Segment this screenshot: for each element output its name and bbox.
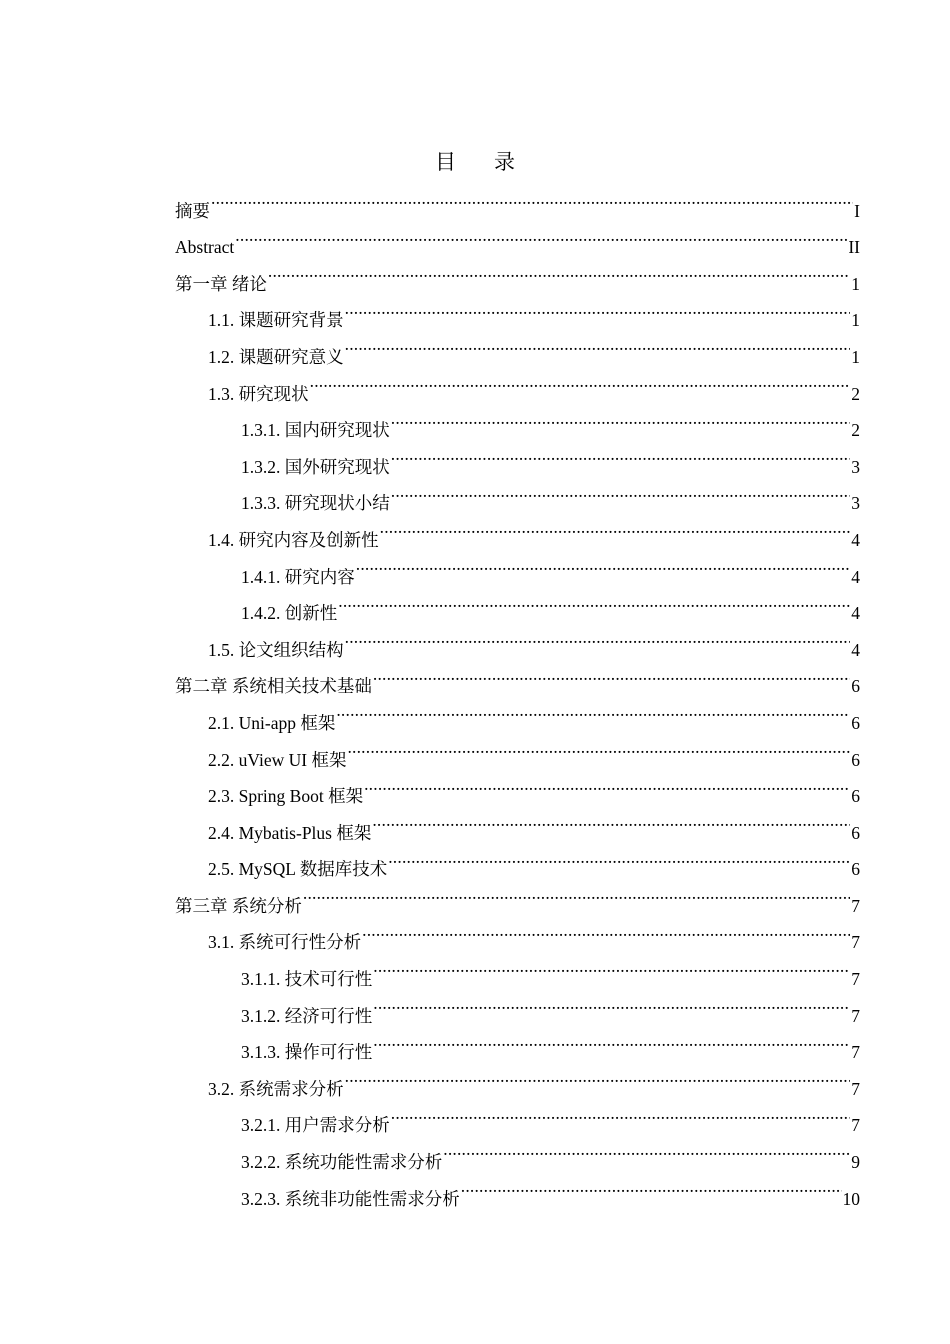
toc-entry-page-number: 6 — [851, 749, 860, 770]
toc-entry-page-number: 4 — [851, 603, 860, 624]
toc-entry-label: 第一章 绪论 — [175, 273, 267, 294]
toc-entry-page-number: 7 — [851, 1115, 860, 1136]
toc-entry-label: 1.3. 研究现状 — [208, 383, 309, 404]
toc-entry-page-number: 7 — [851, 1078, 860, 1099]
toc-entry-label: 第三章 系统分析 — [175, 895, 302, 916]
toc-dot-leader — [235, 217, 847, 254]
toc-entry[interactable] — [175, 217, 860, 258]
toc-entry-label: 1.3.3. 研究现状小结 — [241, 493, 390, 514]
toc-dot-leader — [391, 473, 851, 510]
toc-entry-page-number: 4 — [851, 566, 860, 587]
toc-entry-label: 3.1.3. 操作可行性 — [241, 1042, 373, 1063]
toc-dot-leader — [345, 619, 851, 656]
toc-dot-leader — [373, 1022, 850, 1059]
toc-entry-label: 2.4. Mybatis-Plus 框架 — [208, 822, 372, 843]
toc-dot-leader — [345, 290, 851, 327]
toc-dot-leader — [362, 912, 850, 949]
toc-entry-page-number: 1 — [851, 346, 860, 367]
toc-entry-label: 1.5. 论文组织结构 — [208, 639, 344, 660]
toc-entry-label: 3.1.2. 经济可行性 — [241, 1005, 373, 1026]
toc-entry-label: 2.1. Uni-app 框架 — [208, 712, 336, 733]
toc-dot-leader — [380, 509, 851, 546]
toc-entry-label: 1.4.2. 创新性 — [241, 603, 338, 624]
toc-dot-leader — [347, 729, 850, 766]
toc-dot-leader — [391, 436, 851, 473]
toc-entry-page-number: 10 — [842, 1188, 860, 1209]
toc-dot-leader — [268, 253, 850, 290]
toc-entry-label: 摘要 — [175, 200, 210, 221]
toc-title-right: 录 — [494, 150, 515, 174]
toc-list — [175, 180, 860, 1209]
toc-dot-leader — [388, 839, 850, 876]
toc-title — [0, 148, 950, 176]
toc-entry-page-number: 2 — [851, 420, 860, 441]
toc-entry-page-number: 6 — [851, 786, 860, 807]
toc-dot-leader — [373, 656, 850, 693]
toc-dot-leader — [345, 326, 851, 363]
toc-dot-leader — [364, 766, 850, 803]
toc-entry-label: 1.3.2. 国外研究现状 — [241, 456, 390, 477]
toc-entry-page-number: 6 — [851, 822, 860, 843]
toc-entry-page-number: II — [848, 237, 860, 258]
toc-entry-label: 3.2.2. 系统功能性需求分析 — [241, 1152, 443, 1173]
toc-entry-page-number: 2 — [851, 383, 860, 404]
toc-entry-label: 3.2.3. 系统非功能性需求分析 — [241, 1188, 460, 1209]
toc-entry[interactable] — [175, 253, 860, 294]
toc-entry-page-number: 7 — [851, 1042, 860, 1063]
toc-entry-label: 2.3. Spring Boot 框架 — [208, 786, 364, 807]
toc-entry-label: 3.2. 系统需求分析 — [208, 1078, 344, 1099]
toc-title-left: 目 — [435, 150, 456, 174]
toc-entry[interactable] — [175, 180, 860, 221]
toc-entry-page-number: 1 — [851, 273, 860, 294]
toc-dot-leader — [373, 985, 850, 1022]
toc-entry-label: 1.3.1. 国内研究现状 — [241, 420, 390, 441]
toc-entry-label: 第二章 系统相关技术基础 — [175, 676, 372, 697]
toc-dot-leader — [303, 875, 850, 912]
toc-dot-leader — [338, 583, 850, 620]
toc-entry-page-number: 3 — [851, 456, 860, 477]
toc-entry[interactable] — [175, 290, 860, 331]
toc-entry-label: 2.5. MySQL 数据库技术 — [208, 859, 388, 880]
toc-dot-leader — [391, 400, 851, 437]
toc-entry-page-number: 7 — [851, 969, 860, 990]
toc-entry-label: 2.2. uView UI 框架 — [208, 749, 347, 770]
toc-entry-page-number: 6 — [851, 676, 860, 697]
toc-entry-page-number: 7 — [851, 932, 860, 953]
toc-entry-page-number: I — [854, 200, 860, 221]
toc-entry-page-number: 4 — [851, 639, 860, 660]
toc-entry-label: 1.4. 研究内容及创新性 — [208, 529, 379, 550]
toc-dot-leader — [356, 546, 851, 583]
toc-entry-page-number: 1 — [851, 310, 860, 331]
toc-dot-leader — [211, 180, 853, 217]
toc-entry-label: Abstract — [175, 237, 235, 258]
toc-entry-label: 1.4.1. 研究内容 — [241, 566, 355, 587]
toc-entry-page-number: 3 — [851, 493, 860, 514]
toc-entry-label: 1.2. 课题研究意义 — [208, 346, 344, 367]
toc-dot-leader — [461, 1168, 842, 1205]
toc-dot-leader — [310, 363, 851, 400]
toc-entry-page-number: 6 — [851, 859, 860, 880]
toc-entry-label: 1.1. 课题研究背景 — [208, 310, 344, 331]
toc-dot-leader — [345, 1058, 851, 1095]
toc-entry-label: 3.2.1. 用户需求分析 — [241, 1115, 390, 1136]
toc-entry-page-number: 6 — [851, 712, 860, 733]
toc-entry-label: 3.1. 系统可行性分析 — [208, 932, 362, 953]
toc-dot-leader — [372, 802, 850, 839]
toc-dot-leader — [443, 1131, 850, 1168]
toc-dot-leader — [391, 1095, 851, 1132]
toc-entry-page-number: 4 — [851, 529, 860, 550]
toc-dot-leader — [373, 948, 850, 985]
toc-dot-leader — [336, 692, 850, 729]
toc-entry-label: 3.1.1. 技术可行性 — [241, 969, 373, 990]
toc-entry-page-number: 9 — [851, 1152, 860, 1173]
toc-entry-page-number: 7 — [851, 895, 860, 916]
toc-entry-page-number: 7 — [851, 1005, 860, 1026]
